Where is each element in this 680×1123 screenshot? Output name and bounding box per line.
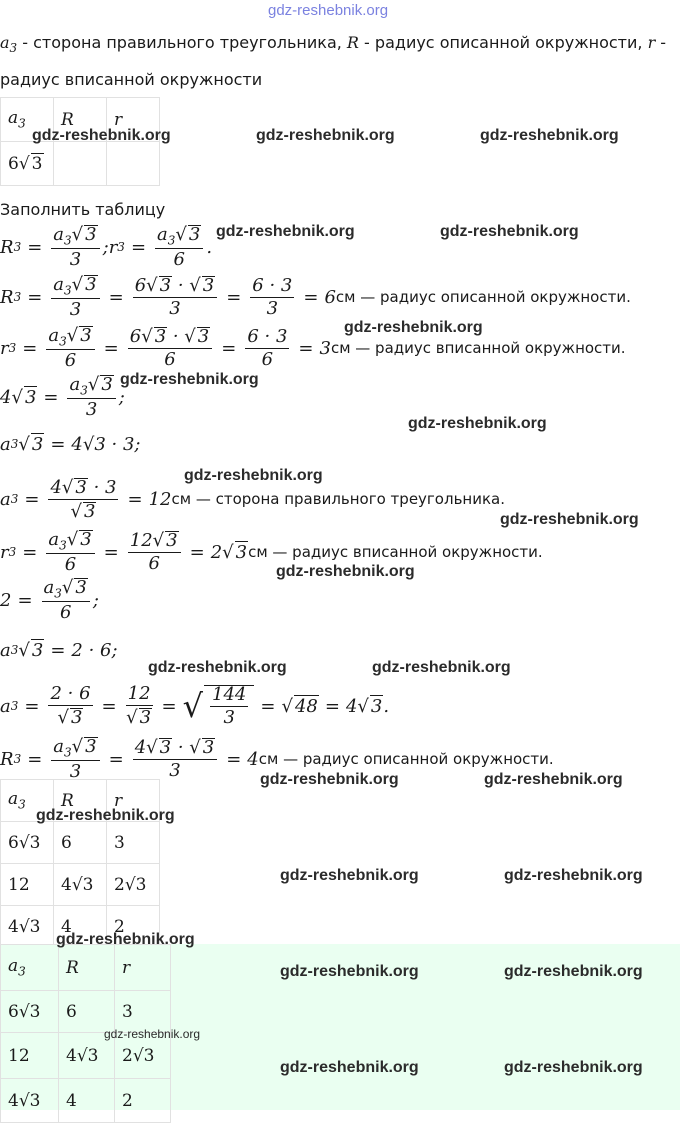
- watermark: gdz-reshebnik.org: [504, 963, 643, 980]
- watermark: gdz-reshebnik.org: [280, 963, 419, 980]
- table-cell: 4√3: [59, 1033, 115, 1079]
- var-a-sub: 3: [9, 41, 18, 56]
- table-header-r: r: [107, 780, 160, 822]
- watermark: gdz-reshebnik.org: [260, 771, 399, 788]
- watermark: gdz-reshebnik.org: [280, 1059, 419, 1076]
- watermark: gdz-reshebnik.org: [500, 511, 639, 528]
- watermark: gdz-reshebnik.org: [276, 563, 415, 580]
- formula-5: a 3 √ 3 = 4√3 · 3;: [0, 433, 141, 455]
- table-header-a3: $a_3$: [1, 780, 54, 822]
- table-cell: 12: [1, 864, 54, 906]
- table-cell: 6√ 3: [1, 142, 54, 186]
- formula-10: a 3 = $\frac{2 \cdot 6}{√ 3}$ = $\frac{12}{√ 3}$ = √ $\frac{144}{3}$ = √ 48 = 4 √ 3 .: [0, 683, 390, 728]
- watermark: gdz-reshebnik.org: [148, 659, 287, 676]
- table-header-R: R: [54, 98, 107, 142]
- table-cell: 2√3: [107, 864, 160, 906]
- formula-8: 2 = $\frac{a_3√ 3}{6}$ ;: [0, 576, 99, 624]
- var-R: R: [346, 33, 359, 52]
- table-cell: [54, 142, 107, 186]
- table-cell: 6√3: [1, 991, 59, 1033]
- table-cell: 4√3: [1, 1079, 59, 1123]
- table-header-r: r: [115, 945, 171, 991]
- table-cell: 4: [54, 906, 107, 948]
- table-cell: 4√3: [1, 906, 54, 948]
- watermark: gdz-reshebnik.org: [104, 1027, 201, 1041]
- table-cell: 3: [115, 991, 171, 1033]
- watermark: gdz-reshebnik.org: [216, 223, 355, 240]
- table-header-R: R: [54, 780, 107, 822]
- formula-11: R 3 = $\frac{a_3√ 3}{3}$ = $\frac{4√ 3 \cdot √ 3}{3}$ = 4 см — радиус описанной окружности.: [0, 735, 554, 783]
- watermark: gdz-reshebnik.org: [504, 867, 643, 884]
- table-cell: 2: [115, 1079, 171, 1123]
- formula-2: R 3 = $\frac{a_3√ 3}{3}$ = $\frac{6√ 3 \cdot √ 3}{3}$ = $\frac{6 \cdot 3}{3}$ = 6 см — радиус описанной окружности.: [0, 273, 631, 321]
- watermark: gdz-reshebnik.org: [408, 415, 547, 432]
- watermark: gdz-reshebnik.org: [480, 127, 619, 144]
- formula-4: 4 √ 3 = $\frac{a_3√ 3}{3}$ ;: [0, 373, 125, 421]
- table-header-R: R: [59, 945, 115, 991]
- table-cell: 4√3: [54, 864, 107, 906]
- watermark: gdz-reshebnik.org: [36, 807, 175, 824]
- table-header-a3: $a_3$: [1, 945, 59, 991]
- watermark: gdz-reshebnik.org: [344, 319, 483, 336]
- formula-1: R 3 = $\frac{a_3√ 3}{3}$ ; r 3 = $\frac{a_3√ 3}{6}$ .: [0, 223, 213, 271]
- formula-9: a 3 √ 3 = 2 · 6;: [0, 639, 118, 661]
- watermark: gdz-reshebnik.org: [280, 867, 419, 884]
- watermark: gdz-reshebnik.org: [32, 127, 171, 144]
- table-cell: 12: [1, 1033, 59, 1079]
- table-cell: 6√3: [1, 822, 54, 864]
- watermark: gdz-reshebnik.org: [184, 467, 323, 484]
- watermark: gdz-reshebnik.org: [504, 1059, 643, 1076]
- formula-7: r 3 = $\frac{a_3√ 3}{6}$ = $\frac{12√ 3}{6}$ = 2 √ 3 см — радиус вписанной окружности.: [0, 528, 543, 576]
- intro-text-2: - радиус описанной окружности,: [358, 33, 648, 52]
- header-watermark: gdz-reshebnik.org: [268, 2, 389, 19]
- formula-3: r 3 = $\frac{a_3√ 3}{6}$ = $\frac{6√ 3 \cdot √ 3}{6}$ = $\frac{6 \cdot 3}{6}$ = 3 см — радиус вписанной окружности.: [0, 324, 626, 372]
- table-cell: 4: [59, 1079, 115, 1123]
- watermark: gdz-reshebnik.org: [56, 931, 195, 948]
- formula-6: a 3 = $\frac{4√ 3 \cdot 3}{√ 3}$ = 12 см — сторона правильного треугольника.: [0, 476, 505, 522]
- table-cell: 2: [107, 906, 160, 948]
- table-cell: 6: [54, 822, 107, 864]
- fill-table-label: Заполнить таблицу: [0, 200, 166, 219]
- watermark: gdz-reshebnik.org: [440, 223, 579, 240]
- table-filled: [0, 779, 160, 948]
- table-header-r: r: [107, 98, 160, 142]
- intro-text-1: - сторона правильного треугольника,: [17, 33, 347, 52]
- watermark: gdz-reshebnik.org: [256, 127, 395, 144]
- var-r: r: [647, 33, 656, 52]
- table-cell: [107, 142, 160, 186]
- table-cell: 2√3: [115, 1033, 171, 1079]
- watermark: gdz-reshebnik.org: [372, 659, 511, 676]
- intro-line-2: радиус вписанной окружности: [0, 70, 263, 89]
- intro-text-3: -: [655, 33, 667, 52]
- table-cell: 6: [59, 991, 115, 1033]
- table-cell: 3: [107, 822, 160, 864]
- intro-line-1: [0, 33, 666, 55]
- table-header-a3: $a_3$: [1, 98, 54, 142]
- var-a: a: [0, 33, 10, 52]
- watermark: gdz-reshebnik.org: [120, 371, 259, 388]
- watermark: gdz-reshebnik.org: [484, 771, 623, 788]
